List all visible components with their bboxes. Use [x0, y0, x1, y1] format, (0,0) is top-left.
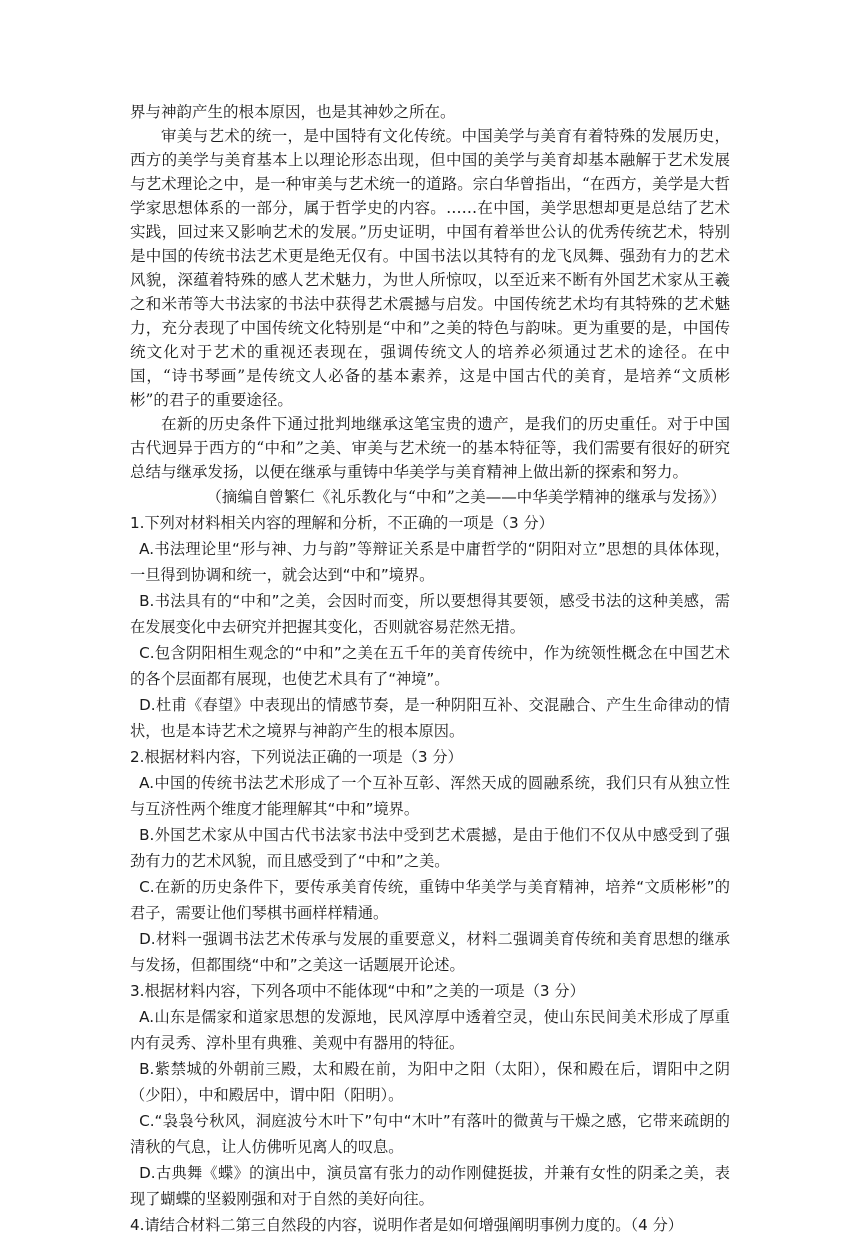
- question-stem: 4.请结合材料二第三自然段的内容，说明作者是如何增强阐明事例力度的。（4 分）: [130, 1216, 683, 1234]
- question-option: C.在新的历史条件下，要传承美育传统，重铸中华美学与美育精神，培养“文质彬彬”的君子，需要让他们琴棋书画样样精通。: [130, 878, 730, 922]
- passage-paragraph-continued: 界与神韵产生的根本原因，也是其神妙之所在。: [130, 103, 456, 121]
- question-option: A.中国的传统书法艺术形成了一个互补互彰、浑然天成的圆融系统，我们只有从独立性与互济性两个维度才能理解其“中和”境界。: [130, 774, 730, 818]
- question-1: [130, 510, 730, 744]
- question-option: B.紫禁城的外朝前三殿，太和殿在前，为阳中之阳（太阳），保和殿在后，谓阳中之阴（少阳），中和殿居中，谓中阳（阳明）。: [130, 1060, 730, 1104]
- question-stem: 3.根据材料内容，下列各项中不能体现“中和”之美的一项是（3 分）: [130, 982, 585, 1000]
- question-option: A.山东是儒家和道家思想的发源地，民风淳厚中透着空灵，使山东民间美术形成了厚重内有灵秀、淳朴里有典雅、美观中有器用的特征。: [130, 1008, 730, 1052]
- question-option: C.“袅袅兮秋风，洞庭波兮木叶下”句中“木叶”有落叶的微黄与干燥之感，它带来疏朗的清秋的气息，让人仿佛听见离人的叹息。: [130, 1112, 730, 1156]
- question-option: B.书法具有的“中和”之美，会因时而变，所以要想得其要领，感受书法的这种美感，需在发展变化中去研究并把握其变化，否则就容易茫然无措。: [130, 592, 730, 636]
- passage-source: （摘编自曾繁仁《礼乐教化与“中和”之美——中华美学精神的继承与发扬》）: [206, 488, 726, 506]
- question-option: B.外国艺术家从中国古代书法家书法中受到艺术震撼，是由于他们不仅从中感受到了强劲有力的艺术风貌，而且感受到了“中和”之美。: [130, 826, 730, 870]
- passage-paragraph-aesthetics: 审美与艺术的统一，是中国特有文化传统。中国美学与美育有着特殊的发展历史，西方的美学与美育基本上以理论形态出现，但中国的美学与美育却基本融解于艺术发展与艺术理论之中，是一种审美与艺术统一的道路。宗白华曾指出，“在西方，美学是大哲学家思想体系的一部分，属于哲学史的内容。……在中国，美学思想却更是总结了艺术实践，回过来又影响艺术的发展。”历史证明，中国有着举世公认的优秀传统艺术，特别是中国的传统书法艺术更是绝无仅有。中国书法以其特有的龙飞凤舞、强劲有力的艺术风貌，深蕴着特殊的感人艺术魅力，为世人所惊叹，以至近来不断有外国艺术家从王羲之和米芾等大书法家的书法中获得艺术震撼与启发。中国传统艺术均有其特殊的艺术魅力，充分表现了中国传统文化特别是“中和”之美的特色与韵味。更为重要的是，中国传统文化对于艺术的重视还表现在，强调传统文人的培养必须通过艺术的途径。在中国，“诗书琴画”是传统文人必备的基本素养，这是中国古代的美育，是培养“文质彬彬”的君子的重要途径。: [130, 127, 730, 409]
- question-option: A.书法理论里“形与神、力与韵”等辩证关系是中庸哲学的“阴阳对立”思想的具体体现，一旦得到协调和统一，就会达到“中和”境界。: [130, 540, 730, 584]
- question-option: C.包含阴阳相生观念的“中和”之美在五千年的美育传统中，作为统领性概念在中国艺术的各个层面都有展现，也使艺术具有了“神境”。: [130, 644, 730, 688]
- question-option: D.杜甫《春望》中表现出的情感节奏，是一种阴阳互补、交混融合、产生生命律动的情状，也是本诗艺术之境界与神韵产生的根本原因。: [130, 696, 730, 740]
- document-page: [130, 100, 730, 1238]
- question-option: D.材料一强调书法艺术传承与发展的重要意义，材料二强调美育传统和美育思想的继承与发扬，但都围绕“中和”之美这一话题展开论述。: [130, 930, 730, 974]
- question-3: [130, 978, 730, 1212]
- question-stem: 1.下列对材料相关内容的理解和分析，不正确的一项是（3 分）: [130, 514, 554, 532]
- question-option: D.古典舞《蝶》的演出中，演员富有张力的动作刚健挺拔，并兼有女性的阴柔之美，表现了蝴蝶的坚毅刚强和对于自然的美好向往。: [130, 1164, 730, 1208]
- question-2: [130, 744, 730, 978]
- question-stem: 2.根据材料内容，下列说法正确的一项是（3 分）: [130, 748, 463, 766]
- passage-paragraph-inheritance: 在新的历史条件下通过批判地继承这笔宝贵的遗产，是我们的历史重任。对于中国古代迥异于西方的“中和”之美、审美与艺术统一的基本特征等，我们需要有很好的研究总结与继承发扬，以便在继承与重铸中华美学与美育精神上做出新的探索和努力。: [130, 415, 730, 481]
